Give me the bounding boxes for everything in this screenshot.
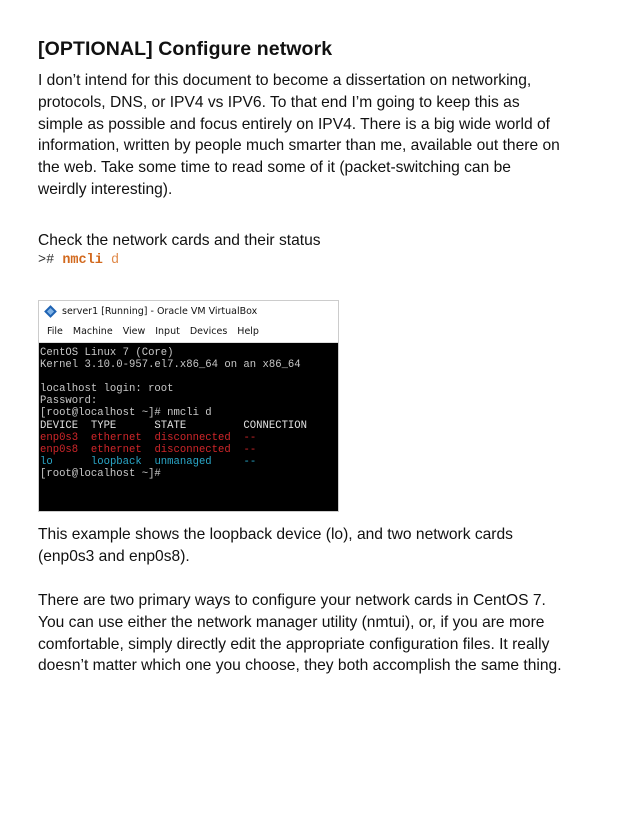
device-row-lo: lo loopback unmanaged --	[40, 455, 257, 468]
terminal-output	[39, 343, 338, 480]
terminal-command-line: [root@localhost ~]# nmcli d	[40, 407, 212, 420]
menu-file[interactable]: File	[47, 326, 63, 337]
virtualbox-screenshot	[38, 300, 339, 512]
command-arg: d	[110, 253, 120, 268]
check-paragraph: Check the network cards and their status	[38, 232, 321, 249]
menu-machine[interactable]: Machine	[72, 326, 113, 337]
terminal-final-prompt: [root@localhost ~]#	[40, 467, 161, 480]
terminal-table-header: DEVICE TYPE STATE CONNECTION	[40, 419, 308, 432]
virtualbox-icon	[45, 306, 56, 317]
terminal-login-line: localhost login: root	[40, 383, 174, 396]
section-heading: [OPTIONAL] Configure network	[38, 38, 333, 60]
vbox-window-title: server1 [Running] - Oracle VM VirtualBox	[62, 305, 258, 317]
menu-devices[interactable]: Devices	[189, 326, 228, 337]
vbox-title-bar	[39, 301, 338, 321]
menu-input[interactable]: Input	[155, 326, 180, 337]
terminal-kernel-line: Kernel 3.10.0-957.el7.x86_64 on an x86_64	[40, 359, 301, 372]
menu-view[interactable]: View	[122, 326, 146, 337]
terminal-password-line: Password:	[40, 395, 98, 408]
command-line	[38, 253, 119, 268]
command-name: nmcli	[62, 253, 103, 268]
intro-paragraph: I don’t intend for this document to become a dissertation on networking, protocols, DNS, or IPV4 vs IPV6. To that end I’m going to keep this as simple as possible and focus entirely on IPV4. There is a big wide world of information, written by people much smarter than me, available out there on the web. Take some time to read some of it (packet-switching can be weirdly interesting).	[38, 72, 560, 198]
vbox-menu-bar	[39, 321, 338, 343]
ways-paragraph: There are two primary ways to configure your network cards in CentOS 7. You can use either the network manager utility (nmtui), or, if you are more comfortable, simply directly edit the appropriate configuration files. It really doesn’t matter which one you choose, they both accomplish the same thing.	[38, 592, 562, 675]
menu-help[interactable]: Help	[237, 326, 259, 337]
example-paragraph: This example shows the loopback device (lo), and two network cards (enp0s3 and enp0s8).	[38, 526, 513, 565]
device-row-enp0s3: enp0s3 ethernet disconnected --	[40, 431, 257, 444]
device-row-enp0s8: enp0s8 ethernet disconnected --	[40, 443, 257, 456]
command-prompt: >#	[38, 253, 55, 268]
terminal-os-line: CentOS Linux 7 (Core)	[40, 347, 174, 359]
